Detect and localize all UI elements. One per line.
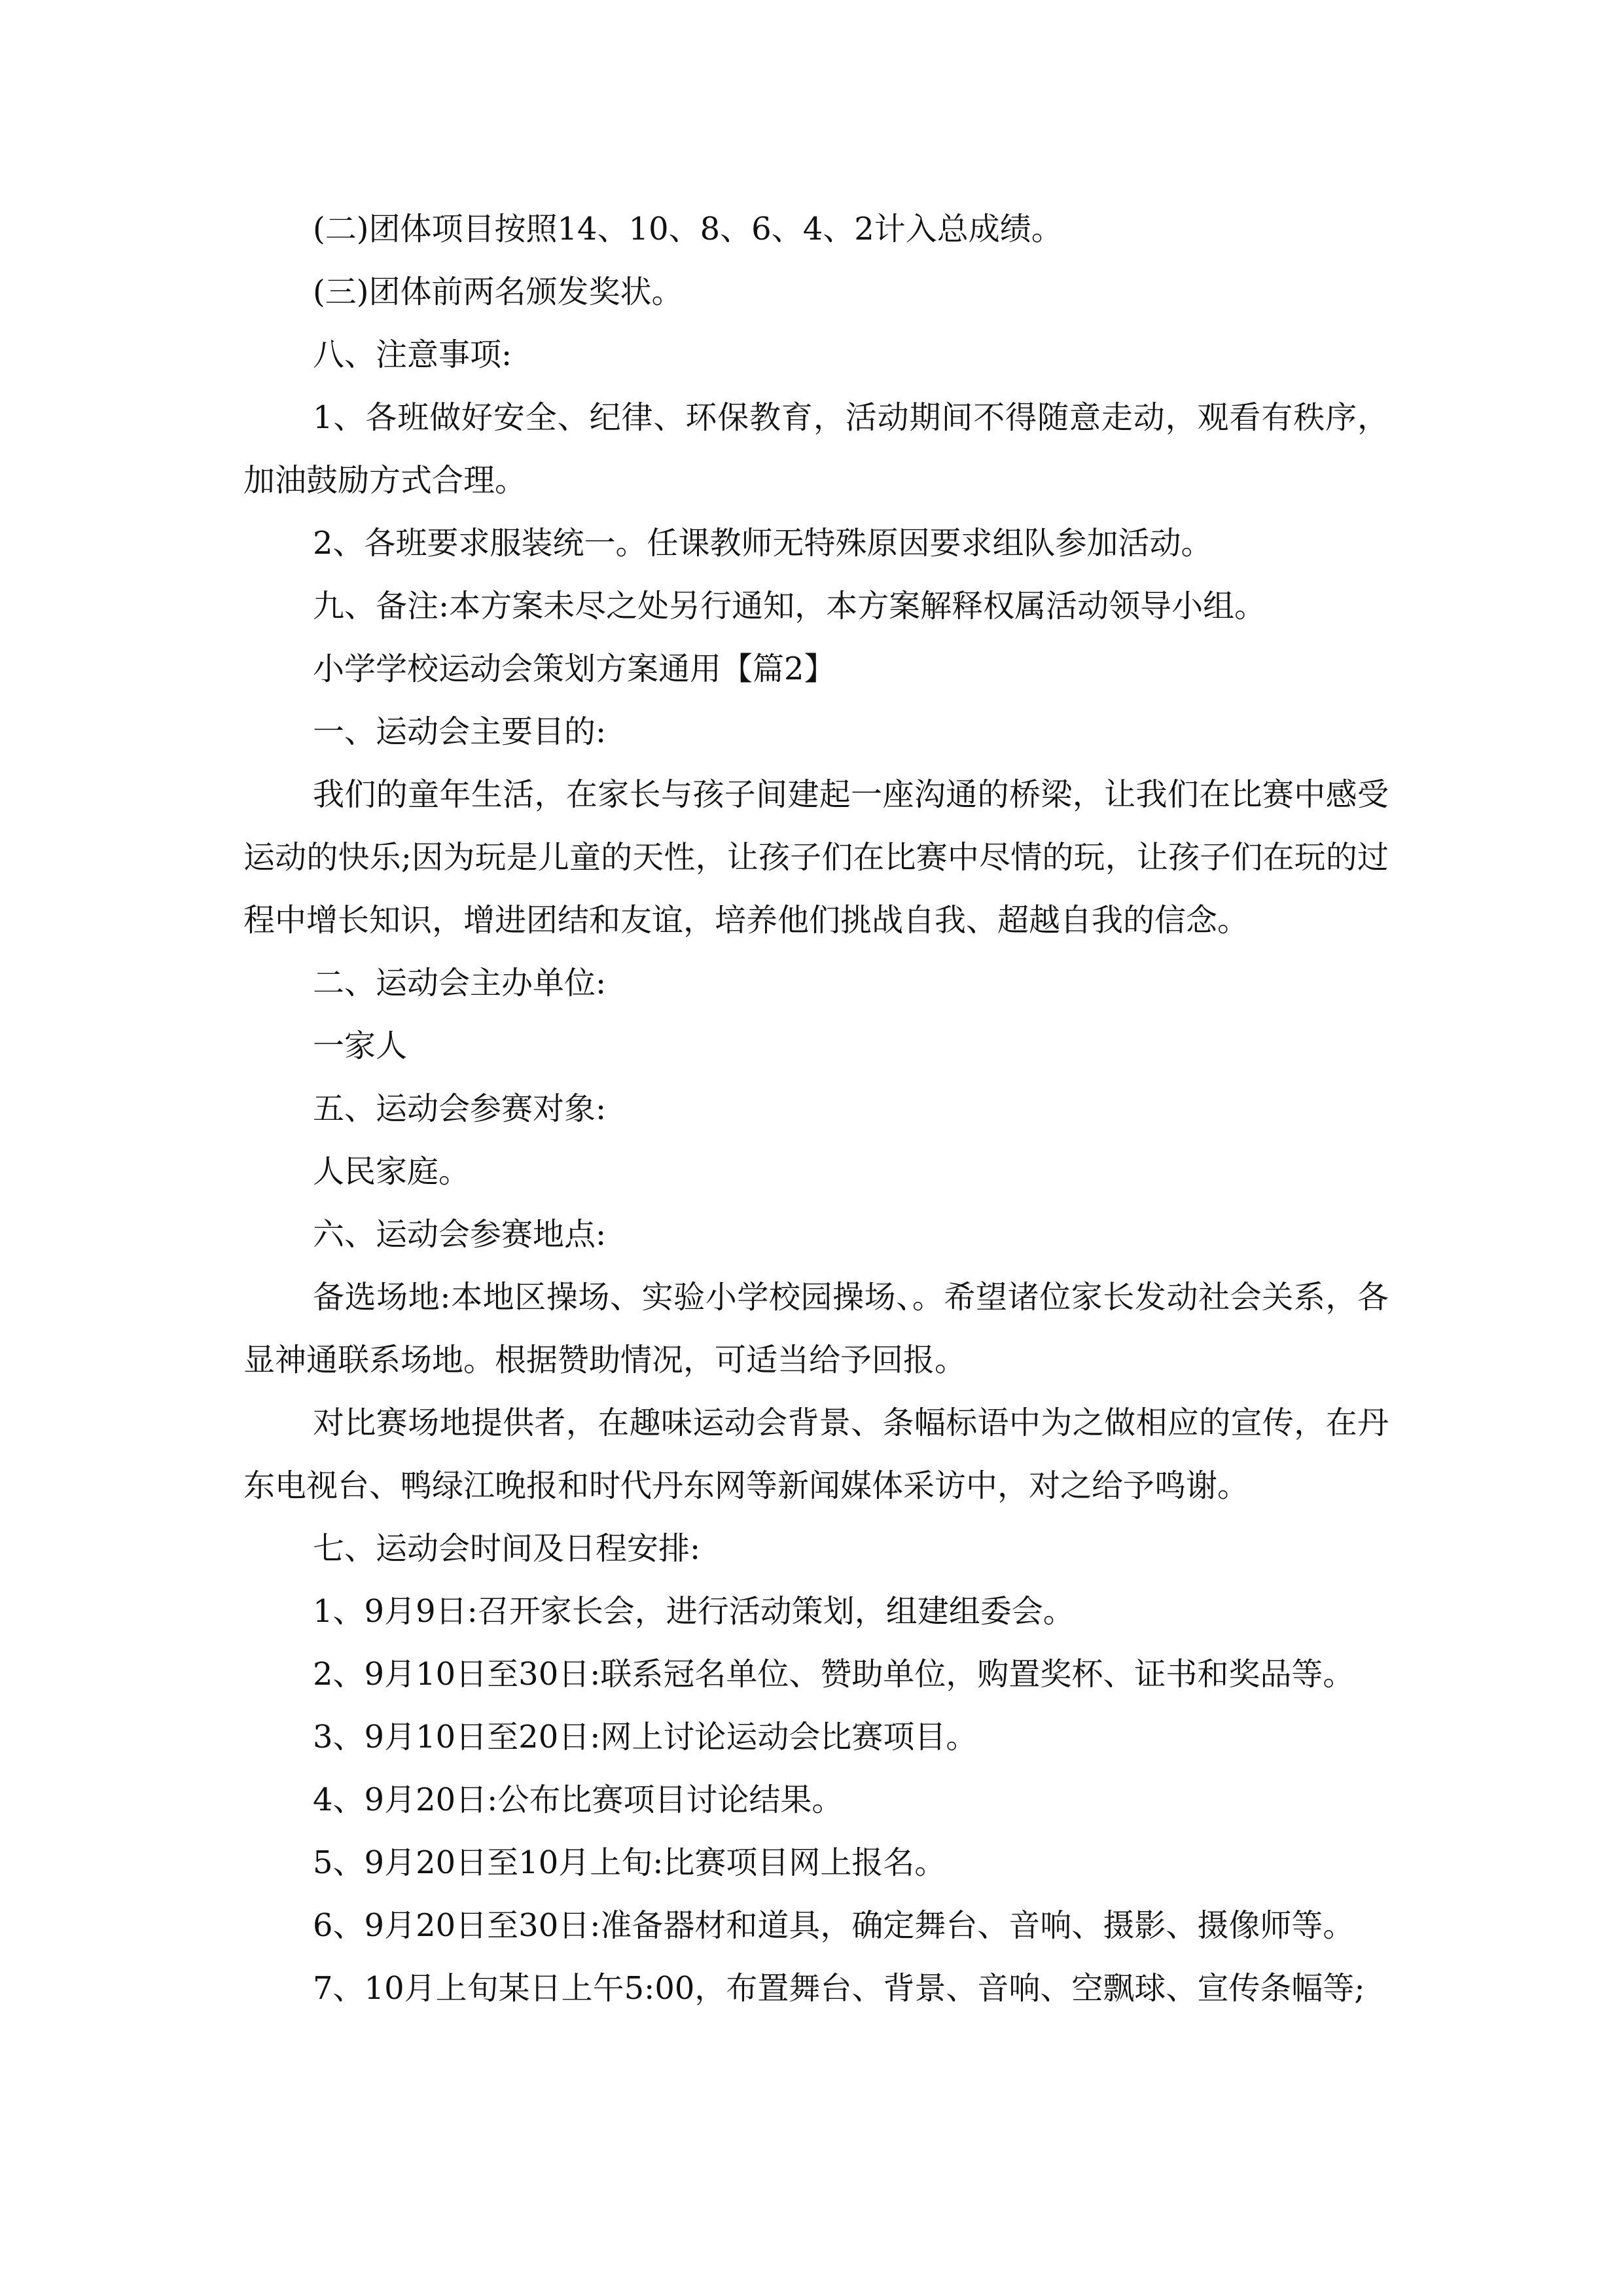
paragraph-note-1: 1、各班做好安全、纪律、环保教育，活动期间不得随意走动，观看有秩序，加油鼓励方式合理。 bbox=[243, 399, 1389, 499]
schedule-item-3: 3、9月10日至20日:网上讨论运动会比赛项目。 bbox=[313, 1719, 978, 1755]
schedule-item-1: 1、9月9日:召开家长会，进行活动策划，组建组委会。 bbox=[313, 1593, 1075, 1630]
schedule-item-6: 6、9月20日至30日:准备器材和道具，确定舞台、音响、摄影、摄像师等。 bbox=[313, 1907, 1355, 1944]
article-title-part-2: 小学学校运动会策划方案通用【篇2】 bbox=[313, 651, 836, 687]
paragraph-team-scoring: (二)团体项目按照14、10、8、6、4、2计入总成绩。 bbox=[313, 211, 1063, 247]
schedule-item-5: 5、9月20日至10月上旬:比赛项目网上报名。 bbox=[313, 1844, 946, 1881]
section-heading-notes: 八、注意事项: bbox=[313, 336, 512, 373]
schedule-item-7: 7、10月上旬某日上午5:00，布置舞台、背景、音响、空飘球、宣传条幅等; bbox=[313, 1970, 1365, 2007]
schedule-item-2: 2、9月10日至30日:联系冠名单位、赞助单位，购置奖杯、证书和奖品等。 bbox=[313, 1656, 1355, 1693]
section-heading-participants: 五、运动会参赛对象: bbox=[313, 1090, 607, 1127]
document-body bbox=[243, 198, 1389, 2020]
section-heading-purpose: 一、运动会主要目的: bbox=[313, 713, 607, 750]
paragraph-participants: 人民家庭。 bbox=[313, 1153, 471, 1190]
paragraph-organizer: 一家人 bbox=[313, 1028, 408, 1064]
schedule-item-4: 4、9月20日:公布比赛项目讨论结果。 bbox=[313, 1782, 844, 1818]
paragraph-venue: 备选场地:本地区操场、实验小学校园操场、。希望诸位家长发动社会关系，各显神通联系场地。根据赞助情况，可适当给予回报。 bbox=[243, 1279, 1389, 1378]
section-heading-schedule: 七、运动会时间及日程安排: bbox=[313, 1530, 701, 1567]
paragraph-purpose: 我们的童年生活，在家长与孩子间建起一座沟通的桥梁，让我们在比赛中感受运动的快乐;因为玩是儿童的天性，让孩子们在比赛中尽情的玩，让孩子们在玩的过程中增长知识，增进团结和友谊，培养他们挑战自我、超越自我的信念。 bbox=[243, 776, 1389, 939]
paragraph-remarks: 九、备注:本方案未尽之处另行通知，本方案解释权属活动领导小组。 bbox=[313, 588, 1266, 624]
paragraph-note-2: 2、各班要求服装统一。任课教师无特殊原因要求组队参加活动。 bbox=[313, 525, 1213, 562]
section-heading-organizer: 二、运动会主办单位: bbox=[313, 965, 607, 1001]
section-heading-venue: 六、运动会参赛地点: bbox=[313, 1216, 607, 1253]
paragraph-venue-sponsor: 对比赛场地提供者，在趣味运动会背景、条幅标语中为之做相应的宣传，在丹东电视台、鸭绿江晚报和时代丹东网等新闻媒体采访中，对之给予鸣谢。 bbox=[243, 1405, 1389, 1504]
paragraph-team-awards: (三)团体前两名颁发奖状。 bbox=[313, 274, 683, 310]
